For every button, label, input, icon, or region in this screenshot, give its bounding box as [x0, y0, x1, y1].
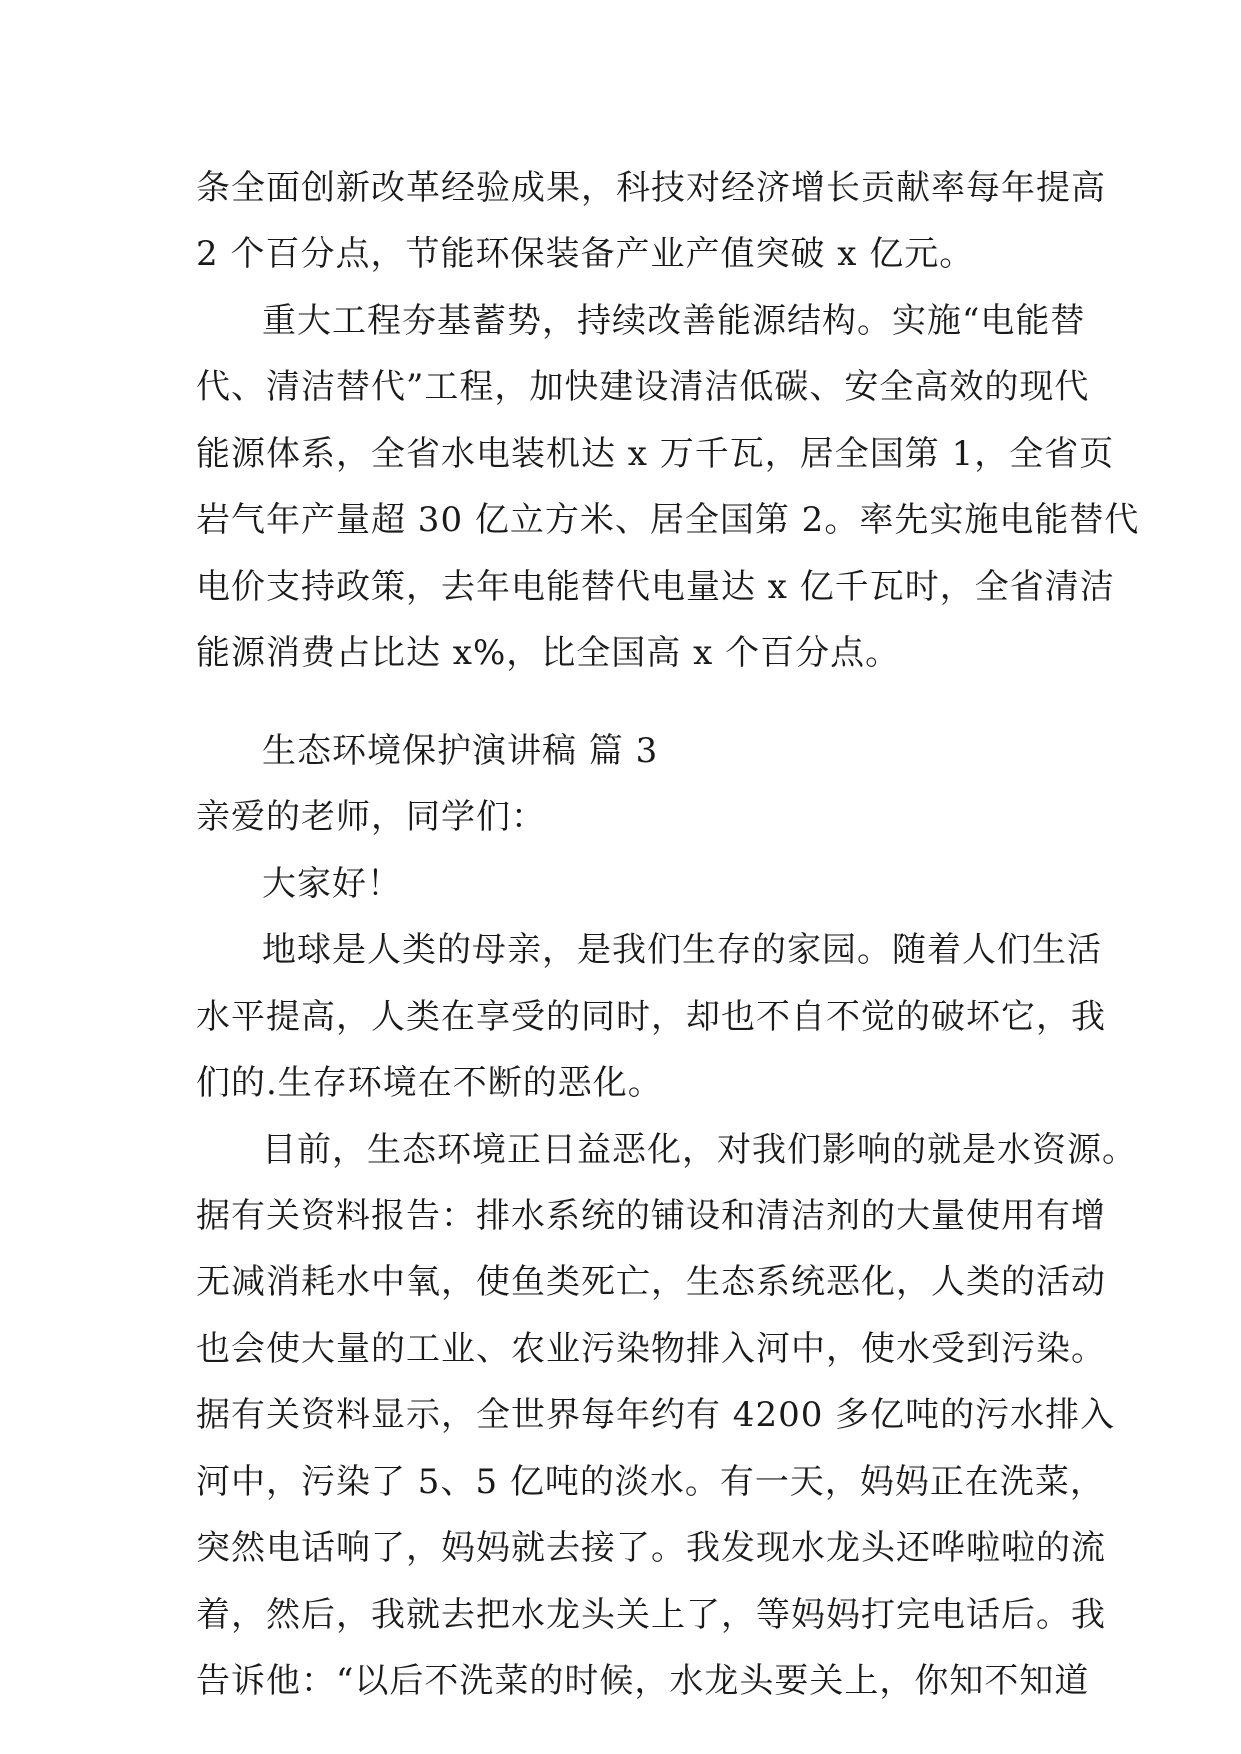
paragraph-line: 们的.生存环境在不断的恶化。 [196, 1063, 663, 1103]
paragraph-line: 河中，污染了 5、5 亿吨的淡水。有一天，妈妈正在洗菜， [196, 1462, 1105, 1502]
paragraph-line: 地球是人类的母亲，是我们生存的家园。随着人们生活 [262, 930, 1102, 970]
section-heading: 生态环境保护演讲稿 篇 3 [262, 731, 659, 771]
paragraph-line: 2 个百分点，节能环保装备产业产值突破 x 亿元。 [196, 234, 975, 274]
paragraph-line: 重大工程夯基蓄势，持续改善能源结构。实施“电能替 [262, 301, 1086, 341]
paragraph-line: 无减消耗水中氧，使鱼类死亡，生态系统恶化，人类的活动 [196, 1262, 1106, 1302]
paragraph-line: 也会使大量的工业、农业污染物排入河中，使水受到污染。 [196, 1329, 1106, 1369]
paragraph-line: 着，然后，我就去把水龙头关上了，等妈妈打完电话后。我 [196, 1595, 1106, 1635]
greeting: 大家好！ [262, 864, 402, 904]
paragraph-line: 告诉他：“以后不洗菜的时候，水龙头要关上，你知不知道 [196, 1661, 1090, 1701]
paragraph-line: 条全面创新改革经验成果，科技对经济增长贡献率每年提高 [196, 168, 1106, 208]
paragraph-line: 据有关资料显示，全世界每年约有 4200 多亿吨的污水排入 [196, 1395, 1116, 1435]
paragraph-line: 能源消费占比达 x%，比全国高 x 个百分点。 [196, 633, 901, 673]
paragraph-line: 岩气年产量超 30 亿立方米、居全国第 2。率先实施电能替代 [196, 500, 1140, 540]
paragraph-line: 电价支持政策，去年电能替代电量达 x 亿千瓦时，全省清洁 [196, 567, 1115, 607]
paragraph-line: 突然电话响了，妈妈就去接了。我发现水龙头还哗啦啦的流 [196, 1528, 1106, 1568]
salutation: 亲爱的老师，同学们： [196, 797, 546, 837]
paragraph-line: 据有关资料报告：排水系统的铺设和清洁剂的大量使用有增 [196, 1196, 1106, 1236]
paragraph-line: 代、清洁替代”工程，加快建设清洁低碳、安全高效的现代 [196, 367, 1090, 407]
paragraph-line: 能源体系，全省水电装机达 x 万千瓦，居全国第 1，全省页 [196, 434, 1115, 474]
paragraph-line: 水平提高，人类在享受的同时，却也不自不觉的破坏它，我 [196, 997, 1106, 1037]
paragraph-line: 目前，生态环境正日益恶化，对我们影响的就是水资源。 [262, 1130, 1137, 1170]
